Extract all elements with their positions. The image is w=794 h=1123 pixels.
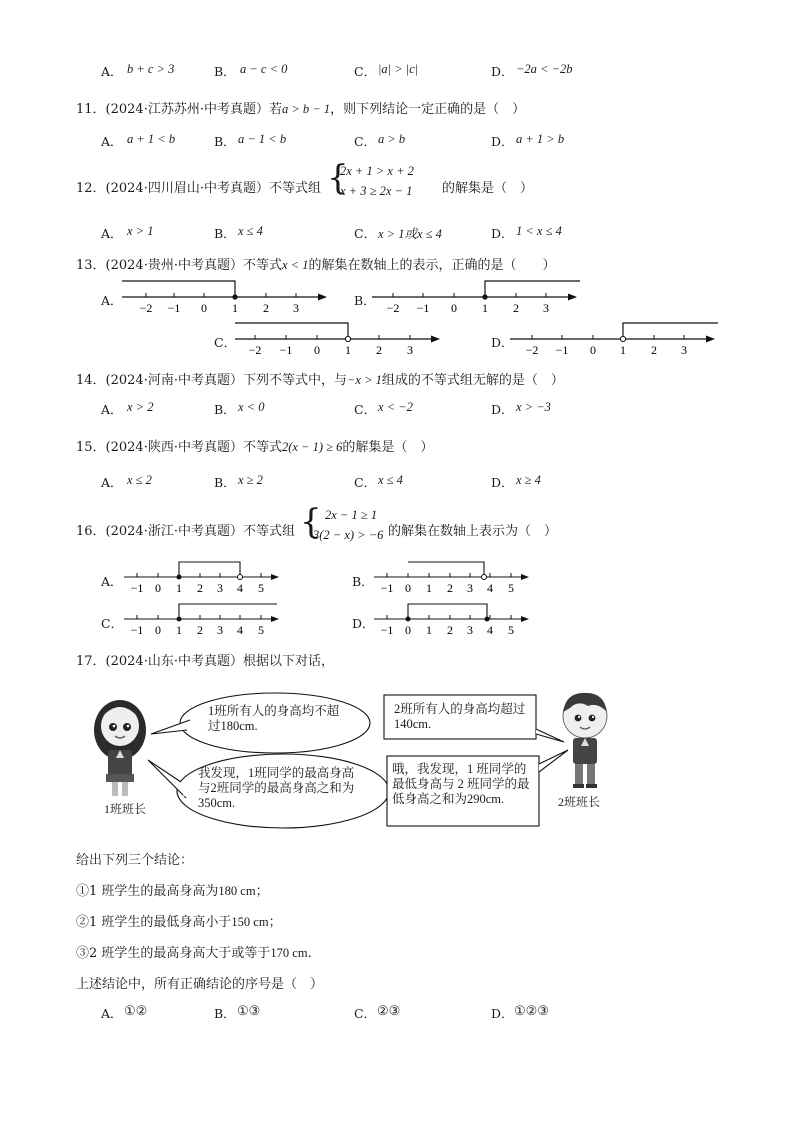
q17-option-c-letter: C． [354, 1006, 377, 1021]
tick-label: 1 [426, 581, 432, 595]
solution-bracket [408, 562, 484, 577]
q11-option-c-expr: a > b [378, 132, 406, 146]
q11-option-d-letter: D． [491, 134, 514, 149]
open-dot [345, 336, 350, 341]
q14-stem-text: 14．(2024·河南·中考真题）下列不等式中，与 [76, 373, 347, 388]
tick-label: −1 [130, 623, 144, 637]
q12-line-1: 2x + 1 > x + 2 [340, 164, 414, 178]
q16-option-a-letter: A． [101, 574, 123, 589]
q10-option-b-expr: a − c < 0 [240, 62, 288, 76]
tick-label: 0 [451, 301, 457, 315]
speech-bubble-4-text: 哦，我发现，1 班同学的最低身高与 2 班同学的最低身高之和为290cm. [392, 762, 530, 806]
q16-stem-end: 的解集在数轴上表示为（ ） [388, 524, 558, 539]
q12-option-d-letter: D． [491, 226, 514, 241]
q10-option-d-expr: −2a < −2b [516, 62, 573, 76]
q17-intro: 给出下列三个结论： [76, 853, 194, 868]
boy-class-monitor-illustration [558, 690, 612, 794]
tick-label: 3 [217, 581, 223, 595]
conclusion-value: 180 cm [218, 884, 256, 898]
tick-label: 5 [508, 581, 514, 595]
q15-stem [76, 436, 433, 455]
tick-label: −2 [139, 301, 153, 315]
speech-bubble-3-text: 2班所有人的身高均超过140cm. [394, 702, 526, 731]
q15-stem-text: 15．(2024·陕西·中考真题）不等式 [76, 440, 282, 455]
tick-label: 4 [237, 623, 243, 637]
solution-bracket [179, 562, 240, 577]
q17-option-d-expr: ①②③ [514, 1004, 549, 1019]
q10-option-c-expr: |a| > |c| [378, 62, 419, 76]
q15-condition: 2(x − 1) ≥ 6 [281, 440, 343, 454]
q14-option-d-letter: D． [491, 402, 514, 417]
open-dot [238, 575, 243, 580]
q17-conclusion-1 [76, 880, 269, 899]
conclusion-number: ① [76, 884, 90, 899]
tick-label: 0 [201, 301, 207, 315]
q14-option-b-expr: x < 0 [238, 400, 265, 414]
tick-label: −1 [555, 343, 569, 357]
conclusion-number: ② [76, 915, 90, 930]
tick-label: 0 [155, 623, 161, 637]
q17-option-b-expr: ①③ [237, 1004, 261, 1019]
q11-condition: a > b − 1 [281, 102, 331, 116]
q13-number-line-d [508, 320, 720, 362]
tick-label: 2 [197, 581, 203, 595]
q17-option-b-letter: B． [214, 1006, 236, 1021]
tick-label: 1 [176, 581, 182, 595]
q11-option-d-expr: a + 1 > b [516, 132, 565, 146]
tick-label: 0 [155, 581, 161, 595]
tick-label: −2 [386, 301, 400, 315]
q16-number-line-b [372, 558, 534, 598]
q15-option-c-expr: x ≤ 4 [378, 473, 403, 487]
tick-label: 0 [590, 343, 596, 357]
tick-label: 1 [426, 623, 432, 637]
q15-option-d-letter: D． [491, 475, 514, 490]
q13-option-a-letter: A． [101, 293, 123, 308]
tick-label: 1 [232, 301, 238, 315]
q14-option-d-expr: x > −3 [516, 400, 551, 414]
q13-stem [76, 254, 555, 273]
tick-label: 5 [258, 581, 264, 595]
q12-option-a-expr: x > 1 [127, 224, 154, 238]
q17-ask: 上述结论中，所有正确结论的序号是（ ） [76, 977, 324, 992]
q14-option-c-expr: x < −2 [378, 400, 413, 414]
q15-option-d-expr: x ≥ 4 [516, 473, 541, 487]
q17-stem: 17．(2024·山东·中考真题）根据以下对话， [76, 654, 334, 669]
solution-bracket [235, 323, 348, 339]
q15-option-c-letter: C． [354, 475, 377, 490]
q15-option-b-expr: x ≥ 2 [238, 473, 263, 487]
q17-option-c-expr: ②③ [377, 1004, 401, 1019]
open-dot [620, 336, 625, 341]
q14-stem [76, 369, 564, 388]
q10-option-a-letter: A． [101, 64, 123, 79]
conclusion-text: 1 班学生的最高身高为 [89, 884, 219, 899]
tick-label: −1 [167, 301, 181, 315]
conclusion-end: . [307, 946, 312, 961]
q12-option-b-expr: x ≤ 4 [238, 224, 263, 238]
q14-option-c-letter: C． [354, 402, 377, 417]
solution-bracket [122, 281, 235, 297]
caption-class-2-monitor: 2班班长 [558, 795, 601, 809]
q16-option-d-letter: D． [352, 616, 375, 631]
conclusion-value: 170 cm [270, 946, 308, 960]
q17-option-a-expr: ①② [124, 1004, 148, 1019]
q14-stem-end: 组成的不等式组无解的是（ ） [381, 373, 564, 388]
q15-option-a-letter: A． [101, 475, 123, 490]
closed-dot [482, 294, 487, 299]
q16-line-1: 2x − 1 ≥ 1 [325, 508, 378, 522]
conclusion-text: 1 班学生的最低身高小于 [89, 915, 232, 930]
q15-stem-end: 的解集是（ ） [342, 440, 434, 455]
tick-label: 4 [487, 623, 493, 637]
q11-stem-text: 11．(2024·江苏苏州·中考真题）若 [76, 102, 282, 117]
q12-stem-end: 的解集是（ ） [442, 181, 534, 196]
q15-option-b-letter: B． [214, 475, 236, 490]
closed-dot [406, 617, 411, 622]
q12-option-b-letter: B． [214, 226, 236, 241]
tick-label: −1 [279, 343, 293, 357]
q11-option-b-expr: a − 1 < b [238, 132, 287, 146]
q10-option-a-expr: b + c > 3 [127, 62, 175, 76]
q16-line-2: 3(2 − x) > −6 [313, 528, 384, 542]
tick-label: 3 [467, 623, 473, 637]
q12-option-a-letter: A． [101, 226, 123, 241]
q13-stem-end: 的解集在数轴上的表示，正确的是（ ） [308, 258, 556, 273]
tick-label: −1 [416, 301, 430, 315]
q16-option-b-letter: B． [352, 574, 374, 589]
q15-option-a-expr: x ≤ 2 [127, 473, 152, 487]
tick-label: −2 [525, 343, 539, 357]
q13-number-line-b [370, 278, 582, 320]
q11-stem [76, 98, 525, 117]
tick-label: 3 [407, 343, 413, 357]
tick-label: 1 [176, 623, 182, 637]
solution-bracket [179, 604, 277, 619]
q12-option-c-expr: x > 1或x ≤ 4 [378, 227, 442, 241]
tick-label: 3 [467, 581, 473, 595]
tick-label: 2 [376, 343, 382, 357]
q16-brace: { [300, 502, 322, 542]
q13-option-c-letter: C． [214, 335, 237, 350]
closed-dot [177, 575, 182, 580]
tick-label: 1 [482, 301, 488, 315]
q14-option-b-letter: B． [214, 402, 236, 417]
q13-number-line-a [120, 278, 330, 320]
q16-number-line-a [122, 558, 284, 598]
q14-condition: −x > 1 [346, 373, 382, 387]
q17-conclusion-3 [76, 942, 312, 961]
q14-option-a-expr: x > 2 [127, 400, 154, 414]
q16-number-line-c [122, 600, 284, 640]
conclusion-end: ； [255, 884, 269, 899]
q13-number-line-c [233, 320, 445, 362]
q11-option-a-expr: a + 1 < b [127, 132, 176, 146]
tick-label: 2 [447, 623, 453, 637]
q11-option-a-letter: A． [101, 134, 123, 149]
tick-label: 3 [543, 301, 549, 315]
tick-label: 2 [513, 301, 519, 315]
open-dot [482, 575, 487, 580]
tick-label: 3 [217, 623, 223, 637]
tick-label: 3 [293, 301, 299, 315]
tick-label: 1 [620, 343, 626, 357]
tick-label: 4 [487, 581, 493, 595]
tick-label: 5 [258, 623, 264, 637]
closed-dot [485, 617, 490, 622]
q11-option-c-letter: C． [354, 134, 377, 149]
tick-label: −2 [248, 343, 262, 357]
q11-option-b-letter: B． [214, 134, 236, 149]
q17-option-d-letter: D． [491, 1006, 514, 1021]
q12-brace: { [327, 158, 349, 198]
girl-class-monitor-illustration [88, 690, 152, 800]
solution-bracket [485, 281, 580, 297]
tick-label: 2 [447, 581, 453, 595]
conclusion-value: 150 cm [231, 915, 269, 929]
closed-dot [232, 294, 237, 299]
tick-label: 1 [345, 343, 351, 357]
q17-conclusion-2 [76, 911, 282, 930]
tick-label: 2 [263, 301, 269, 315]
tick-label: 5 [508, 623, 514, 637]
q16-option-c-letter: C． [101, 616, 124, 631]
q12-stem: 12．(2024·四川眉山·中考真题）不等式组 [76, 181, 321, 196]
q17-option-a-letter: A． [101, 1006, 123, 1021]
solution-bracket [623, 323, 718, 339]
tick-label: 2 [197, 623, 203, 637]
tick-label: −1 [380, 623, 394, 637]
conclusion-number: ③ [76, 946, 90, 961]
closed-dot [177, 617, 182, 622]
tick-label: 4 [237, 581, 243, 595]
tick-label: −1 [380, 581, 394, 595]
q12-option-c-letter: C． [354, 226, 377, 241]
q16-stem: 16．(2024·浙江·中考真题）不等式组 [76, 524, 295, 539]
q12-option-d-expr: 1 < x ≤ 4 [516, 224, 562, 238]
tick-label: 0 [314, 343, 320, 357]
tick-label: 0 [405, 581, 411, 595]
solution-bracket [408, 604, 487, 619]
tick-label: 2 [651, 343, 657, 357]
q13-condition: x < 1 [281, 258, 309, 272]
q11-stem-end: ，则下列结论一定正确的是（ ） [330, 102, 526, 117]
conclusion-end: ； [268, 915, 282, 930]
q13-stem-text: 13．(2024·贵州·中考真题）不等式 [76, 258, 282, 273]
tick-label: 0 [405, 623, 411, 637]
q10-option-b-letter: B． [214, 64, 236, 79]
q12-line-2: x + 3 ≥ 2x − 1 [340, 184, 413, 198]
q16-number-line-d [372, 600, 534, 640]
conclusion-text: 2 班学生的最高身高大于或等于 [89, 946, 271, 961]
caption-class-1-monitor: 1班班长 [104, 802, 147, 816]
speech-bubble-1-text: 1班所有人的身高均不超过180cm. [208, 704, 340, 733]
tick-label: −1 [130, 581, 144, 595]
q10-option-d-letter: D． [491, 64, 514, 79]
q14-option-a-letter: A． [101, 402, 123, 417]
speech-bubble-2-text: 我发现，1班同学的最高身高与2班同学的最高身高之和为350cm. [198, 766, 355, 810]
q13-option-d-letter: D． [491, 335, 514, 350]
tick-label: 3 [681, 343, 687, 357]
q13-option-b-letter: B． [354, 293, 376, 308]
q10-option-c-letter: C． [354, 64, 377, 79]
